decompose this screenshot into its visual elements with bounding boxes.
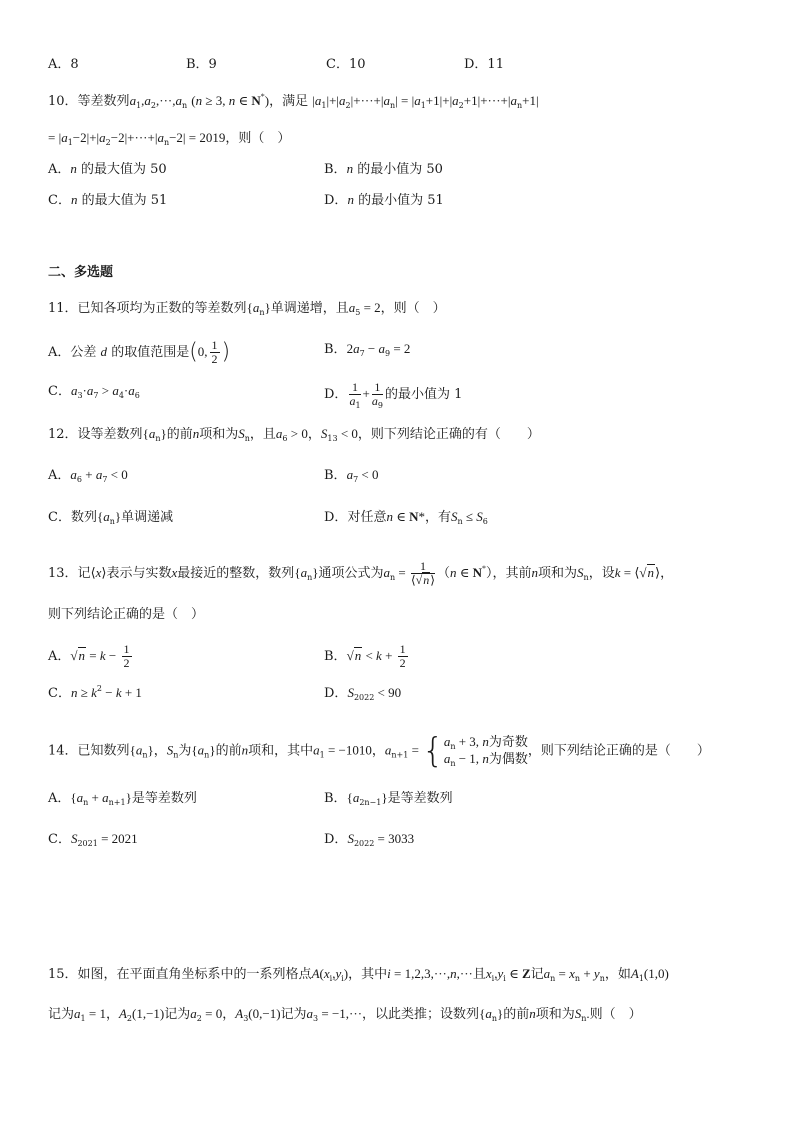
q13-option-a: A．√n = k − $\frac{1}{2}$	[48, 642, 130, 670]
q12-stem: 12．设等差数列$\{a_n\}$的前n项和为$S_n$，且$a_6 > 0$，$S_{13} < 0$，则下列结论正确的有（ ）	[48, 426, 540, 443]
q9-option-d: D．11	[464, 57, 504, 72]
q9-option-c: C．10	[326, 57, 366, 72]
q10-stem: 10．等差数列$a_1,a_2,\cdot\cdot\cdot,a_n$ (n ≥ 3, n ∈ N*)，满足 $|a_1|+|a_2|+\cdot\cdot\cdot+|a_n| = |a_1+1|+|a_2+1|+\cdot\cdot\cdot+|a_n+1|$	[48, 92, 539, 110]
q12-option-c: C．数列$\{a_n\}$单调递减	[48, 509, 174, 526]
q10-stem-line2: = $|a_1-2|+|a_2-2|+\cdot\cdot\cdot+|a_n-2| = 2019$，则（ ）	[48, 130, 291, 147]
q14-stem: 14．已知数列$\{a_n\}$，$S_n$为$\{a_n\}$的前n项和，其中$a_1 = -1010$，$a_{n+1}$ = { $a_n + 3$, n为奇数 $a_n - 1$, n为偶数 ，则下列结论正确的是（ ）	[48, 731, 710, 771]
q14-option-a: A．$\{a_n + a_{n+1}\}$是等差数列	[48, 790, 197, 807]
q10-option-b: B．n 的最小值为 50	[324, 161, 443, 177]
q12-option-a: A．$a_6 + a_7 < 0$	[48, 467, 128, 484]
q11-option-c: C．$a_3\cdot a_7 > a_4\cdot a_6$	[48, 383, 140, 400]
q9-option-a: A．8	[48, 57, 79, 72]
q9-option-b: B．9	[186, 57, 217, 72]
q10-option-c: C．n 的最大值为 51	[48, 192, 168, 208]
q14-option-c: C．$S_{2021} = 2021$	[48, 831, 138, 848]
q10-option-d: D．n 的最小值为 51	[324, 192, 444, 208]
q14-option-b: B．$\{a_{2n-1}\}$是等差数列	[324, 790, 453, 807]
q13-option-b: B．√n < k + $\frac{1}{2}$	[324, 642, 406, 670]
q13-option-d: D．$S_{2022} < 90$	[324, 685, 402, 702]
q13-stem: 13．记⟨x⟩表示与实数x最接近的整数，数列$\{a_n\}$通项公式为$a_n$ = $\frac{1}{⟨√n⟩}$ （n ∈ N*），其前n项和为$S_n$，设k = ⟨√n⟩，	[48, 559, 674, 587]
q15-stem-line2: 记为$a_1 = 1$，$A_2(1,-1)$记为$a_2 = 0$，$A_3(0,-1)$记为$a_3 = -1,\cdot\cdot\cdot$，以此类推；设数列$\{a_n\}$的前n项和为$S_n$.则（ ）	[48, 1006, 642, 1023]
q12-option-b: B．$a_7 < 0$	[324, 467, 379, 484]
q10-option-a: A．n 的最大值为 50	[48, 161, 167, 177]
q13-option-c: C．$n \ge k^2 - k + 1$	[48, 684, 142, 701]
section-title: 二、多选题	[48, 265, 114, 280]
q11-option-d: D． $\frac{1}{a_1}$ + $\frac{1}{a_9}$ 的最小值为 1	[324, 380, 463, 410]
q15-stem: 15．如图，在平面直角坐标系中的一系列格点$A(x_i,y_i)$，其中i = 1,2,3,···,n,···且$x_i,y_i$ ∈ Z记$a_n = x_n + y_n$，如$A_1(1,0)$	[48, 966, 669, 983]
q11-stem: 11．已知各项均为正数的等差数列$\{a_n\}$单调递增，且$a_5 = 2$，则（ ）	[48, 300, 446, 317]
q12-option-d: D．对任意n ∈ N*，有$S_n \le S_6$	[324, 509, 488, 526]
q13-stem-line2: 则下列结论正确的是（ ）	[48, 607, 205, 622]
q11-option-a: A．公差 d 的取值范围是(0, $\frac{1}{2}$ )	[48, 338, 231, 366]
q14-option-d: D．$S_{2022} = 3033$	[324, 831, 415, 848]
q11-option-b: B．$2a_7 - a_9 = 2$	[324, 341, 411, 358]
